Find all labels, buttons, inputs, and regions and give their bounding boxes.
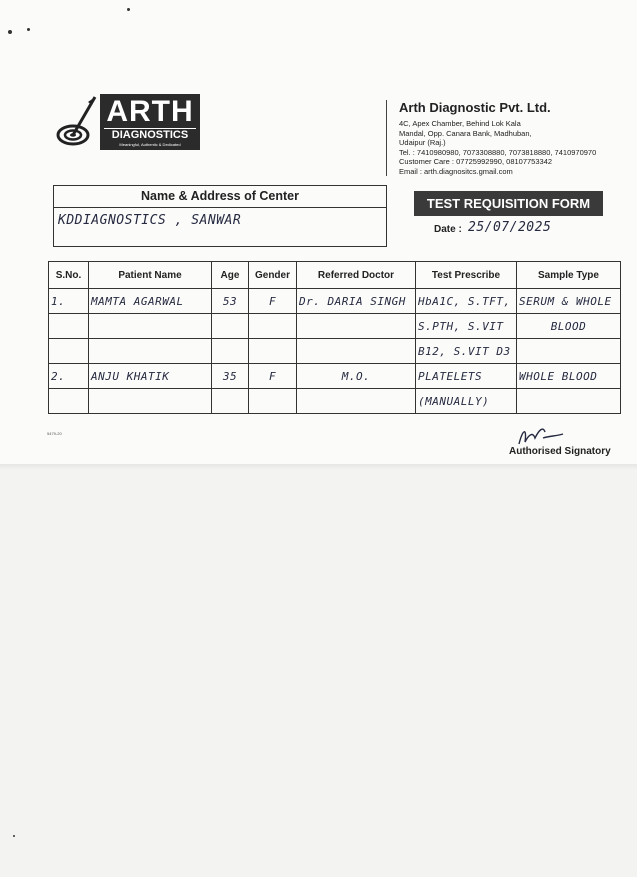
- cell-sample-type[interactable]: SERUM & WHOLE: [517, 289, 621, 314]
- cell-sample-type[interactable]: WHOLE BLOOD: [517, 364, 621, 389]
- center-heading: Name & Address of Center: [54, 186, 386, 208]
- form-title: TEST REQUISITION FORM: [414, 191, 603, 216]
- cell-test-prescribe[interactable]: B12, S.VIT D3: [416, 339, 517, 364]
- col-header-test-prescribe: Test Prescribe: [416, 262, 517, 289]
- cell-sample-type[interactable]: [517, 389, 621, 414]
- col-header-sno: S.No.: [49, 262, 89, 289]
- cell-gender[interactable]: F: [249, 364, 297, 389]
- cell-test-prescribe[interactable]: (MANUALLY): [416, 389, 517, 414]
- cell-test-prescribe[interactable]: HbA1C, S.TFT,: [416, 289, 517, 314]
- cell-gender[interactable]: [249, 389, 297, 414]
- col-header-sample-type: Sample Type: [517, 262, 621, 289]
- header-divider: [386, 100, 387, 176]
- cell-age[interactable]: [212, 339, 249, 364]
- customer-care-line: Customer Care : 07725992990, 08107753342: [399, 157, 553, 166]
- brand-logo: [100, 94, 200, 150]
- email-line: Email : arth.diagnositcs.gmail.com: [399, 166, 513, 176]
- cell-gender[interactable]: F: [249, 289, 297, 314]
- cell-sample-type[interactable]: [517, 339, 621, 364]
- cell-sno[interactable]: [49, 389, 89, 414]
- cell-age[interactable]: 35: [212, 364, 249, 389]
- cell-patient-name[interactable]: [89, 389, 212, 414]
- table-row: [49, 389, 621, 414]
- center-name-field[interactable]: KDDIAGNOSTICS , SANWAR: [58, 213, 242, 228]
- scan-speck: [13, 835, 15, 837]
- cell-sno[interactable]: 2.: [49, 364, 89, 389]
- table-row: [49, 289, 621, 314]
- logo-subtitle: DIAGNOSTICS: [104, 128, 196, 141]
- address-line: 4C, Apex Chamber, Behind Lok Kala: [399, 119, 521, 128]
- col-header-referred-doctor: Referred Doctor: [297, 262, 416, 289]
- table-row: [49, 339, 621, 364]
- cell-age[interactable]: 53: [212, 289, 249, 314]
- scan-speck: [8, 30, 12, 34]
- col-header-patient-name: Patient Name: [89, 262, 212, 289]
- cell-patient-name[interactable]: ANJU KHATIK: [89, 364, 212, 389]
- cell-sample-type[interactable]: BLOOD: [517, 314, 621, 339]
- address-line: Udaipur (Raj.): [399, 138, 446, 147]
- date-label: Date :: [434, 224, 462, 235]
- cell-referred-doctor[interactable]: [297, 389, 416, 414]
- col-header-gender: Gender: [249, 262, 297, 289]
- cell-referred-doctor[interactable]: Dr. DARIA SINGH: [297, 289, 416, 314]
- table-row: [49, 314, 621, 339]
- logo-title: ARTH: [106, 95, 194, 128]
- cell-patient-name[interactable]: [89, 339, 212, 364]
- cell-sno[interactable]: [49, 314, 89, 339]
- cell-age[interactable]: [212, 314, 249, 339]
- phone-line: Tel. : 7410980980, 7073308880, 7073818880, 7410970970: [399, 147, 597, 157]
- form-code: 5479-20: [47, 431, 62, 436]
- sheet-edge: [0, 464, 637, 470]
- cell-gender[interactable]: [249, 339, 297, 364]
- table-row: [49, 364, 621, 389]
- cell-test-prescribe[interactable]: S.PTH, S.VIT: [416, 314, 517, 339]
- cell-gender[interactable]: [249, 314, 297, 339]
- address-line: Mandal, Opp. Canara Bank, Madhuban,: [399, 128, 532, 138]
- cell-sno[interactable]: 1.: [49, 289, 89, 314]
- cell-age[interactable]: [212, 389, 249, 414]
- col-header-age: Age: [212, 262, 249, 289]
- cell-patient-name[interactable]: MAMTA AGARWAL: [89, 289, 212, 314]
- target-logo-icon: [55, 95, 97, 150]
- logo-tagline: Meaningful, Authentic & Dedicated: [119, 142, 181, 147]
- scan-speck: [127, 8, 130, 11]
- cell-sno[interactable]: [49, 339, 89, 364]
- table-header-row: [49, 262, 621, 289]
- scan-speck: [27, 28, 30, 31]
- company-name: Arth Diagnostic Pvt. Ltd.: [399, 100, 551, 115]
- cell-test-prescribe[interactable]: PLATELETS: [416, 364, 517, 389]
- cell-referred-doctor[interactable]: [297, 314, 416, 339]
- date-field[interactable]: 25/07/2025: [468, 220, 552, 235]
- cell-referred-doctor[interactable]: M.O.: [297, 364, 416, 389]
- requisition-table: [48, 261, 621, 414]
- authorised-signatory-label: Authorised Signatory: [509, 446, 611, 457]
- center-address-box: [53, 185, 387, 247]
- cell-patient-name[interactable]: [89, 314, 212, 339]
- company-address: [399, 119, 596, 176]
- cell-referred-doctor[interactable]: [297, 339, 416, 364]
